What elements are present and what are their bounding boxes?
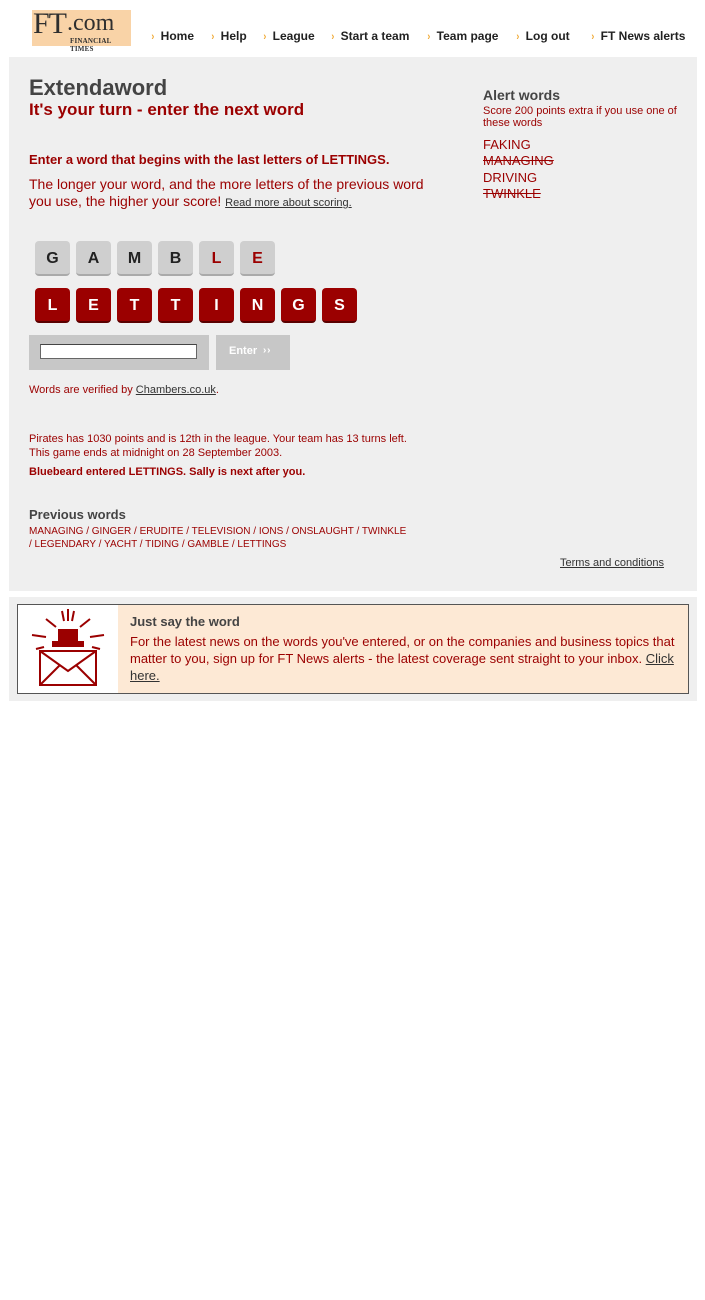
logo-ft-text: FT bbox=[33, 7, 67, 40]
previous-word-tile: G bbox=[35, 241, 70, 276]
promo-title: Just say the word bbox=[130, 614, 240, 629]
current-word-tile: T bbox=[158, 288, 193, 323]
page-subtitle: It's your turn - enter the next word bbox=[29, 100, 305, 119]
news-alerts-promo bbox=[17, 604, 689, 694]
previous-words-title: Previous words bbox=[29, 507, 126, 522]
alert-word: FAKING bbox=[483, 137, 531, 152]
nav-help-label: Help bbox=[220, 29, 247, 43]
enter-button-label: Enter bbox=[229, 345, 258, 357]
read-more-scoring-link[interactable]: Read more about scoring. bbox=[225, 197, 352, 209]
current-word-tile: S bbox=[322, 288, 357, 323]
site-header bbox=[0, 0, 705, 56]
scoring-description bbox=[29, 176, 449, 212]
logo-subtitle: FINANCIAL TIMES bbox=[70, 37, 112, 53]
nav-ft-news-alerts[interactable] bbox=[591, 29, 685, 43]
team-status bbox=[29, 432, 469, 460]
current-word-tile: N bbox=[240, 288, 275, 323]
current-word-tile: G bbox=[281, 288, 316, 323]
alert-words-title: Alert words bbox=[483, 87, 561, 103]
previous-word-tile-highlighted: L bbox=[199, 241, 234, 276]
nav-team-page-label: Team page bbox=[436, 29, 499, 43]
alert-word-used: TWINKLE bbox=[483, 186, 541, 201]
word-input-container bbox=[29, 335, 209, 370]
terms-link[interactable]: Terms and conditions bbox=[560, 557, 664, 569]
nav-team-page[interactable] bbox=[427, 29, 498, 43]
promo-body: For the latest news on the words you've entered, or on the companies and business topics that matter to you, sign up for FT News alerts - the latest coverage sent straight to your inbox. bbox=[130, 634, 675, 666]
verified-by-text bbox=[29, 384, 219, 396]
nav-league[interactable] bbox=[263, 29, 315, 43]
nav-home-label: Home bbox=[160, 29, 195, 43]
double-chevron-right-icon: › › bbox=[263, 345, 270, 356]
chevron-right-icon: › bbox=[331, 31, 335, 43]
page-title: Extendaword bbox=[29, 75, 168, 100]
scoring-description-text: The longer your word, and the more letters of the previous word you use, the higher your score! bbox=[29, 176, 424, 209]
chevron-right-icon: › bbox=[263, 31, 267, 43]
promo-text bbox=[130, 633, 675, 684]
current-word-tile: I bbox=[199, 288, 234, 323]
current-word-tile: E bbox=[76, 288, 111, 323]
current-word-tile: L bbox=[35, 288, 70, 323]
verified-suffix: . bbox=[215, 384, 219, 396]
chevron-right-icon: › bbox=[591, 31, 595, 43]
verified-prefix: Words are verified by bbox=[29, 384, 136, 396]
current-word-tile: T bbox=[117, 288, 152, 323]
chevron-right-icon: › bbox=[427, 31, 431, 43]
ft-logo[interactable] bbox=[32, 7, 131, 53]
previous-words-line: MANAGING / GINGER / ERUDITE / TELEVISION / IONS / ONSLAUGHT / TWINKLE bbox=[29, 526, 407, 537]
team-status-line: Pirates has 1030 points and is 12th in the league. Your team has 13 turns left. bbox=[29, 433, 407, 445]
chambers-link[interactable]: Chambers.co.uk bbox=[135, 384, 216, 396]
instruction-text: Enter a word that begins with the last letters of LETTINGS. bbox=[29, 152, 390, 167]
next-player-status: Bluebeard entered LETTINGS. Sally is next after you. bbox=[29, 466, 306, 478]
previous-word-tile-highlighted: E bbox=[240, 241, 275, 276]
promo-panel bbox=[9, 597, 697, 701]
logo-com-text: .com bbox=[67, 10, 115, 36]
chevron-right-icon: › bbox=[516, 31, 520, 43]
nav-log-out[interactable] bbox=[516, 29, 570, 43]
nav-help[interactable] bbox=[211, 29, 247, 43]
previous-word-tile: M bbox=[117, 241, 152, 276]
nav-league-label: League bbox=[272, 29, 315, 43]
previous-words-list bbox=[29, 525, 459, 551]
word-input[interactable] bbox=[40, 344, 197, 359]
alert-word: DRIVING bbox=[483, 170, 538, 185]
envelope-alert-icon bbox=[18, 605, 118, 693]
promo-click-here-link[interactable]: Click here. bbox=[130, 651, 674, 683]
alert-words-description: Score 200 points extra if you use one of these words bbox=[483, 105, 677, 129]
previous-word-tile: A bbox=[76, 241, 111, 276]
game-panel bbox=[9, 57, 697, 591]
chevron-right-icon: › bbox=[151, 31, 155, 43]
nav-start-a-team-label: Start a team bbox=[340, 29, 410, 43]
nav-home[interactable] bbox=[151, 29, 194, 43]
nav-start-a-team[interactable] bbox=[331, 29, 409, 43]
nav-log-out-label: Log out bbox=[525, 29, 570, 43]
game-end-line: This game ends at midnight on 28 September 2003. bbox=[29, 447, 283, 459]
previous-words-line: / LEGENDARY / YACHT / TIDING / GAMBLE / LETTINGS bbox=[29, 539, 287, 550]
nav-ft-news-alerts-label: FT News alerts bbox=[600, 29, 686, 43]
enter-button[interactable] bbox=[216, 335, 290, 370]
previous-word-tile: B bbox=[158, 241, 193, 276]
chevron-right-icon: › bbox=[211, 31, 215, 43]
alert-word-used: MANAGING bbox=[483, 153, 554, 168]
